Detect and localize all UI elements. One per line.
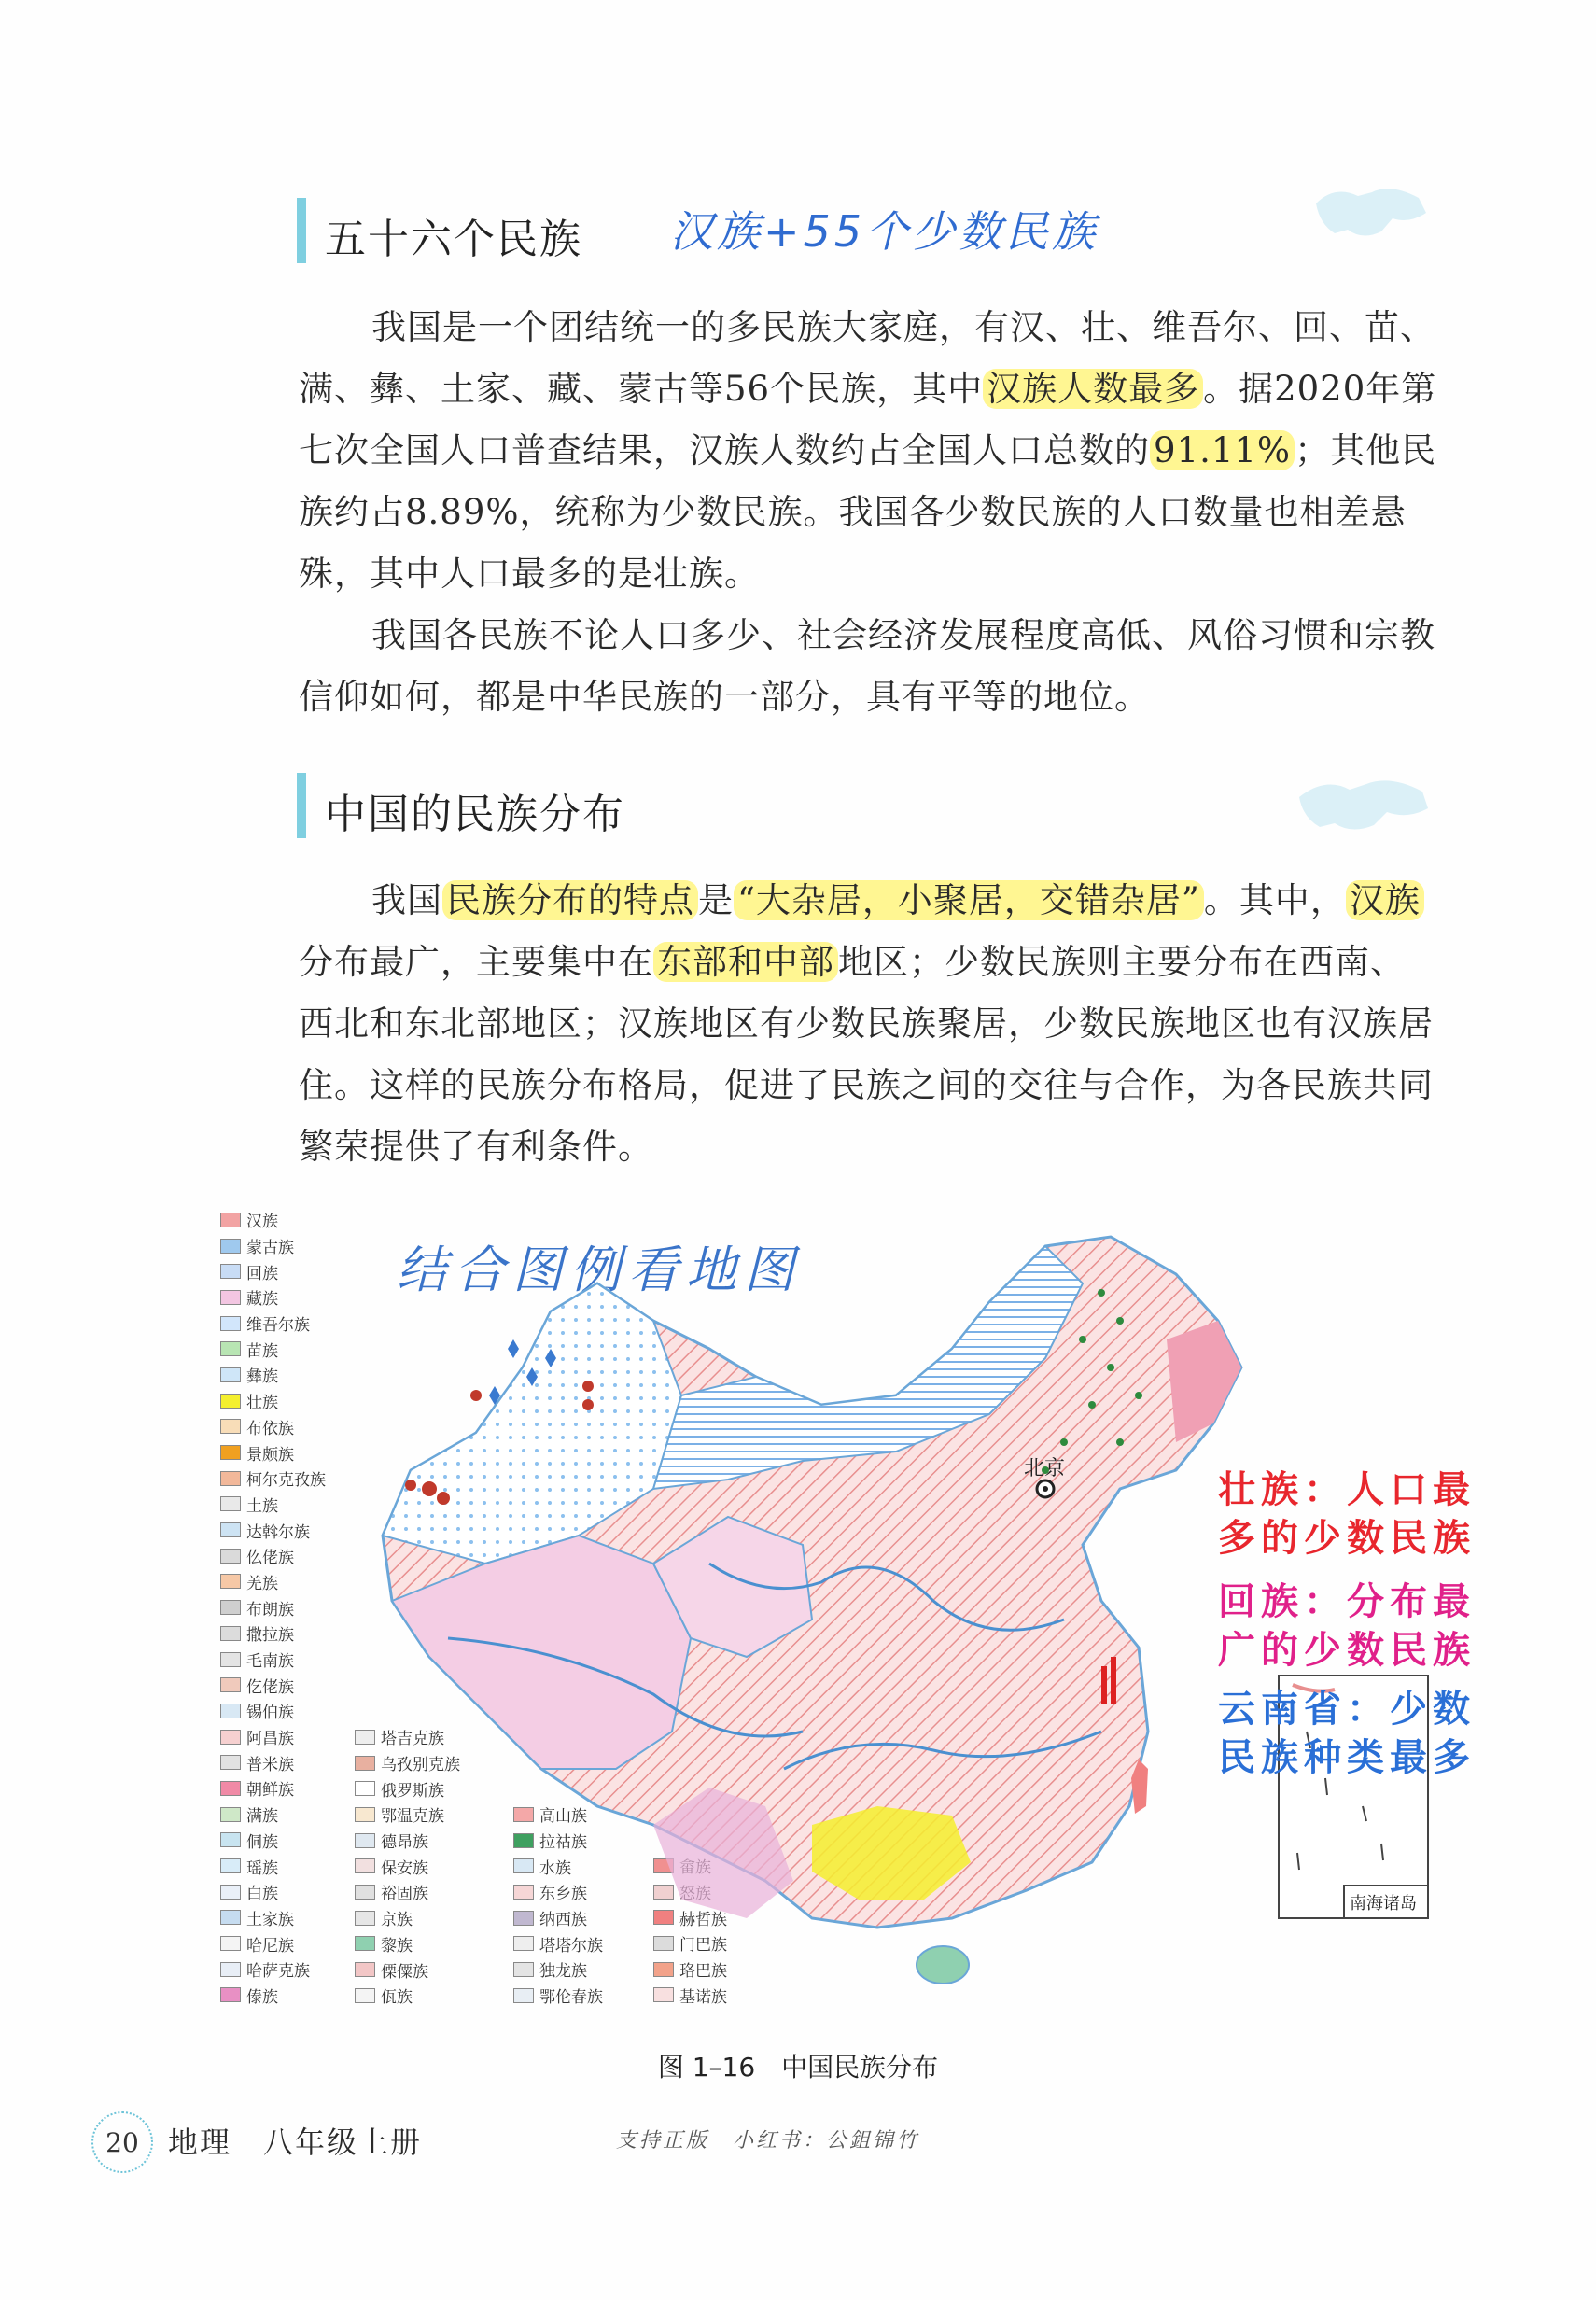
text-run: 。据2020年第七次全国人口普查结果，汉族人数约占全国人口总数的 (299, 369, 1437, 470)
legend-swatch-icon (220, 1264, 241, 1279)
legend-item (220, 1233, 326, 1259)
legend-label: 裕固族 (381, 1885, 428, 1904)
figure-caption: 图 1–16 中国民族分布 (657, 2052, 939, 2083)
legend-swatch-icon (355, 1781, 375, 1796)
legend-label: 鄂伦春族 (539, 1988, 603, 2008)
legend-swatch-icon (220, 1367, 241, 1382)
legend-label: 独龙族 (539, 1962, 587, 1982)
legend-swatch-icon (220, 1600, 241, 1615)
legend-item (220, 1466, 326, 1492)
legend-label: 黎族 (381, 1936, 413, 1956)
legend-item (220, 1439, 326, 1466)
legend-swatch-icon (220, 1239, 241, 1254)
legend-swatch-icon (355, 1936, 375, 1951)
legend-swatch-icon (220, 1858, 241, 1873)
legend-item (220, 1775, 326, 1802)
legend-label: 佤族 (381, 1988, 413, 2008)
legend-item (220, 1930, 326, 1956)
legend-label: 羌族 (246, 1574, 278, 1593)
legend-swatch-icon (355, 1885, 375, 1900)
legend-label: 柯尔克孜族 (246, 1471, 326, 1491)
legend-swatch-icon (355, 1730, 375, 1745)
legend-label: 保安族 (381, 1858, 428, 1878)
section1-body (299, 297, 1437, 728)
legend-label: 塔吉克族 (381, 1730, 444, 1749)
legend-label: 东乡族 (539, 1885, 587, 1904)
legend-label: 普米族 (246, 1755, 294, 1774)
legend-label: 撒拉族 (246, 1626, 294, 1646)
legend-swatch-icon (220, 1962, 241, 1977)
legend-item (220, 1311, 326, 1337)
text-run: 是 (698, 880, 734, 920)
legend-swatch-icon (355, 1858, 375, 1873)
legend-item (220, 1802, 326, 1828)
legend-label: 维吾尔族 (246, 1316, 310, 1336)
legend-swatch-icon (220, 1936, 241, 1951)
highlighted-text: “大杂居，小聚居，交错杂居” (734, 880, 1204, 920)
legend-swatch-icon (220, 1626, 241, 1641)
legend-swatch-icon (220, 1755, 241, 1770)
legend-label: 仫佬族 (246, 1549, 294, 1568)
legend-item (220, 1620, 326, 1647)
highlighted-text: 汉族人数最多 (983, 369, 1203, 409)
legend-swatch-icon (220, 1496, 241, 1511)
legend-item (220, 1388, 326, 1414)
legend-swatch-icon (355, 1962, 375, 1977)
legend-swatch-icon (220, 1885, 241, 1900)
legend-label: 侗族 (246, 1832, 278, 1852)
highlighted-text: 民族分布的特点 (442, 880, 698, 920)
watermark: 支持正版 小红书：公鉏锦竹 (616, 2129, 920, 2153)
korean-area (1167, 1321, 1241, 1442)
book-title: 地理 八年级上册 (168, 2125, 423, 2160)
legend-item (220, 1284, 326, 1311)
legend-label: 回族 (246, 1264, 278, 1283)
legend-label: 俄罗斯族 (381, 1781, 444, 1801)
legend-label: 水族 (539, 1858, 571, 1878)
paragraph (299, 297, 1437, 605)
annotation-zhuang: 壮族：人口最多的少数民族 (1218, 1468, 1476, 1560)
legend-swatch-icon (220, 1987, 241, 2002)
legend-label: 满族 (246, 1807, 278, 1827)
legend-swatch-icon (355, 1756, 375, 1771)
paragraph (299, 605, 1437, 728)
section-bar (297, 773, 306, 838)
legend-label: 赫哲族 (679, 1910, 727, 1929)
legend-swatch-icon (220, 1549, 241, 1564)
legend-label: 苗族 (246, 1341, 278, 1361)
legend-swatch-icon (220, 1471, 241, 1486)
legend-item (220, 1879, 326, 1905)
page-number: 20 (91, 2111, 153, 2173)
legend-item (220, 1258, 326, 1284)
legend-swatch-icon (220, 1419, 241, 1434)
section-bar (297, 198, 306, 263)
annotation-hui: 回族：分布最广的少数民族 (1218, 1580, 1476, 1672)
legend-swatch-icon (220, 1394, 241, 1409)
legend-item (220, 1492, 326, 1518)
legend-swatch-icon (220, 1341, 241, 1356)
legend-label: 瑶族 (246, 1858, 278, 1878)
legend-label: 纳西族 (539, 1911, 587, 1930)
legend-label: 拉祜族 (539, 1833, 587, 1853)
legend-item (220, 1207, 326, 1233)
text-run: 。其中， (1203, 880, 1346, 920)
legend-swatch-icon (220, 1781, 241, 1796)
text-run: 地区；少数民族则主要分布在西南、西北和东北部地区；汉族地区有少数民族聚居，少数民族地区也有汉族居住。这样的民族分布格局，促进了民族之间的交往与合作，为各民族共同繁荣提供了有利条件。 (299, 942, 1434, 1167)
text-run: 分布最广，主要集中在 (299, 942, 653, 982)
legend-label: 傈僳族 (381, 1962, 428, 1982)
legend-column-1 (220, 1207, 326, 2008)
legend-label: 毛南族 (246, 1652, 294, 1672)
legend-label: 基诺族 (679, 1987, 727, 2007)
section-title-2: 中国的民族分布 (325, 791, 625, 838)
legend-swatch-icon (355, 1988, 375, 2003)
legend-swatch-icon (220, 1316, 241, 1331)
legend-label: 汉族 (246, 1213, 278, 1232)
legend-label: 朝鲜族 (246, 1781, 294, 1801)
legend-label: 布朗族 (246, 1600, 294, 1620)
legend-label: 布依族 (246, 1419, 294, 1438)
text-run: 我国是一个团结统一的多民族大家庭，有汉、壮、维吾尔、回、苗、满、彝、土家、藏、蒙古等56个民族，其中 (299, 307, 1435, 409)
legend-label: 乌孜别克族 (381, 1756, 460, 1775)
legend-item (220, 1956, 326, 1983)
legend-swatch-icon (220, 1290, 241, 1305)
legend-label: 锡伯族 (246, 1704, 294, 1723)
legend-swatch-icon (220, 1574, 241, 1589)
text-run: 我国 (371, 880, 442, 920)
legend-label: 高山族 (539, 1807, 587, 1827)
legend-swatch-icon (355, 1911, 375, 1926)
legend-item (220, 1853, 326, 1879)
legend-label: 京族 (381, 1911, 413, 1930)
legend-label: 哈萨克族 (246, 1962, 310, 1982)
legend-label: 哈尼族 (246, 1936, 294, 1956)
legend-item (220, 1594, 326, 1620)
section-title-1: 五十六个民族 (325, 216, 582, 263)
decorative-world-map-icon (1288, 765, 1437, 849)
annotation-yunnan: 云南省：少数民族种类最多 (1218, 1688, 1476, 1779)
legend-swatch-icon (220, 1522, 241, 1537)
legend-item (220, 1569, 326, 1595)
legend-label: 塔塔尔族 (539, 1936, 603, 1956)
legend-swatch-icon (220, 1807, 241, 1822)
legend-label: 景颇族 (246, 1445, 294, 1465)
legend-item (220, 1647, 326, 1673)
legend-label: 达斡尔族 (246, 1522, 310, 1542)
legend-swatch-icon (220, 1677, 241, 1692)
legend-label: 壮族 (246, 1394, 278, 1413)
legend-label: 藏族 (246, 1290, 278, 1310)
legend-item (220, 1672, 326, 1698)
legend-item (220, 1828, 326, 1854)
legend-label: 门巴族 (679, 1936, 727, 1956)
legend-swatch-icon (220, 1910, 241, 1925)
legend-swatch-icon (220, 1652, 241, 1667)
highlighted-text: 91.11% (1150, 430, 1295, 470)
legend-swatch-icon (220, 1445, 241, 1460)
legend-item (220, 1336, 326, 1362)
legend-label: 阿昌族 (246, 1730, 294, 1749)
paragraph (299, 870, 1437, 1178)
legend-label: 土族 (246, 1496, 278, 1516)
legend-item (220, 1749, 326, 1775)
legend-swatch-icon (220, 1213, 241, 1227)
legend-swatch-icon (355, 1807, 375, 1822)
legend-label: 白族 (246, 1885, 278, 1904)
legend-swatch-icon (220, 1730, 241, 1745)
legend-label: 蒙古族 (246, 1239, 294, 1258)
legend-label: 鄂温克族 (381, 1807, 444, 1827)
legend-label: 傣族 (246, 1987, 278, 2007)
legend-item (220, 1414, 326, 1440)
legend-label: 德昂族 (381, 1833, 428, 1853)
highlighted-text: 东部和中部 (653, 942, 838, 982)
section2-body (299, 870, 1437, 1178)
legend-item (220, 1362, 326, 1388)
inset-label: 南海诸岛 (1350, 1894, 1417, 1914)
legend-swatch-icon (355, 1833, 375, 1848)
hainan-island (917, 1946, 969, 1984)
legend-label: 彝族 (246, 1367, 278, 1387)
legend-item (220, 1724, 326, 1750)
handwritten-note: 汉族+55个少数民族 (670, 206, 1099, 257)
legend-item (220, 1698, 326, 1724)
decorative-world-map-icon (1307, 175, 1437, 259)
legend-item (220, 1983, 326, 2009)
legend-item (220, 1543, 326, 1569)
map-handwritten-title: 结合图例看地图 (397, 1241, 802, 1299)
text-run: 我国各民族不论人口多少、社会经济发展程度高低、风俗习惯和宗教信仰如何，都是中华民族的一部分，具有平等的地位。 (299, 615, 1435, 717)
highlighted-text: 汉族 (1346, 880, 1424, 920)
legend-item (220, 1517, 326, 1543)
legend-swatch-icon (220, 1704, 241, 1718)
beijing-label: 北京 (1024, 1457, 1066, 1480)
legend-label: 仡佬族 (246, 1677, 294, 1697)
legend-label: 珞巴族 (679, 1962, 727, 1982)
legend-item (220, 1905, 326, 1931)
legend-swatch-icon (220, 1832, 241, 1847)
legend-label: 土家族 (246, 1910, 294, 1929)
text-run: ；其他民族约占8.89%，统称为少数民族。我国各少数民族的人口数量也相差悬殊，其中人口最多的是壮族。 (299, 430, 1437, 594)
